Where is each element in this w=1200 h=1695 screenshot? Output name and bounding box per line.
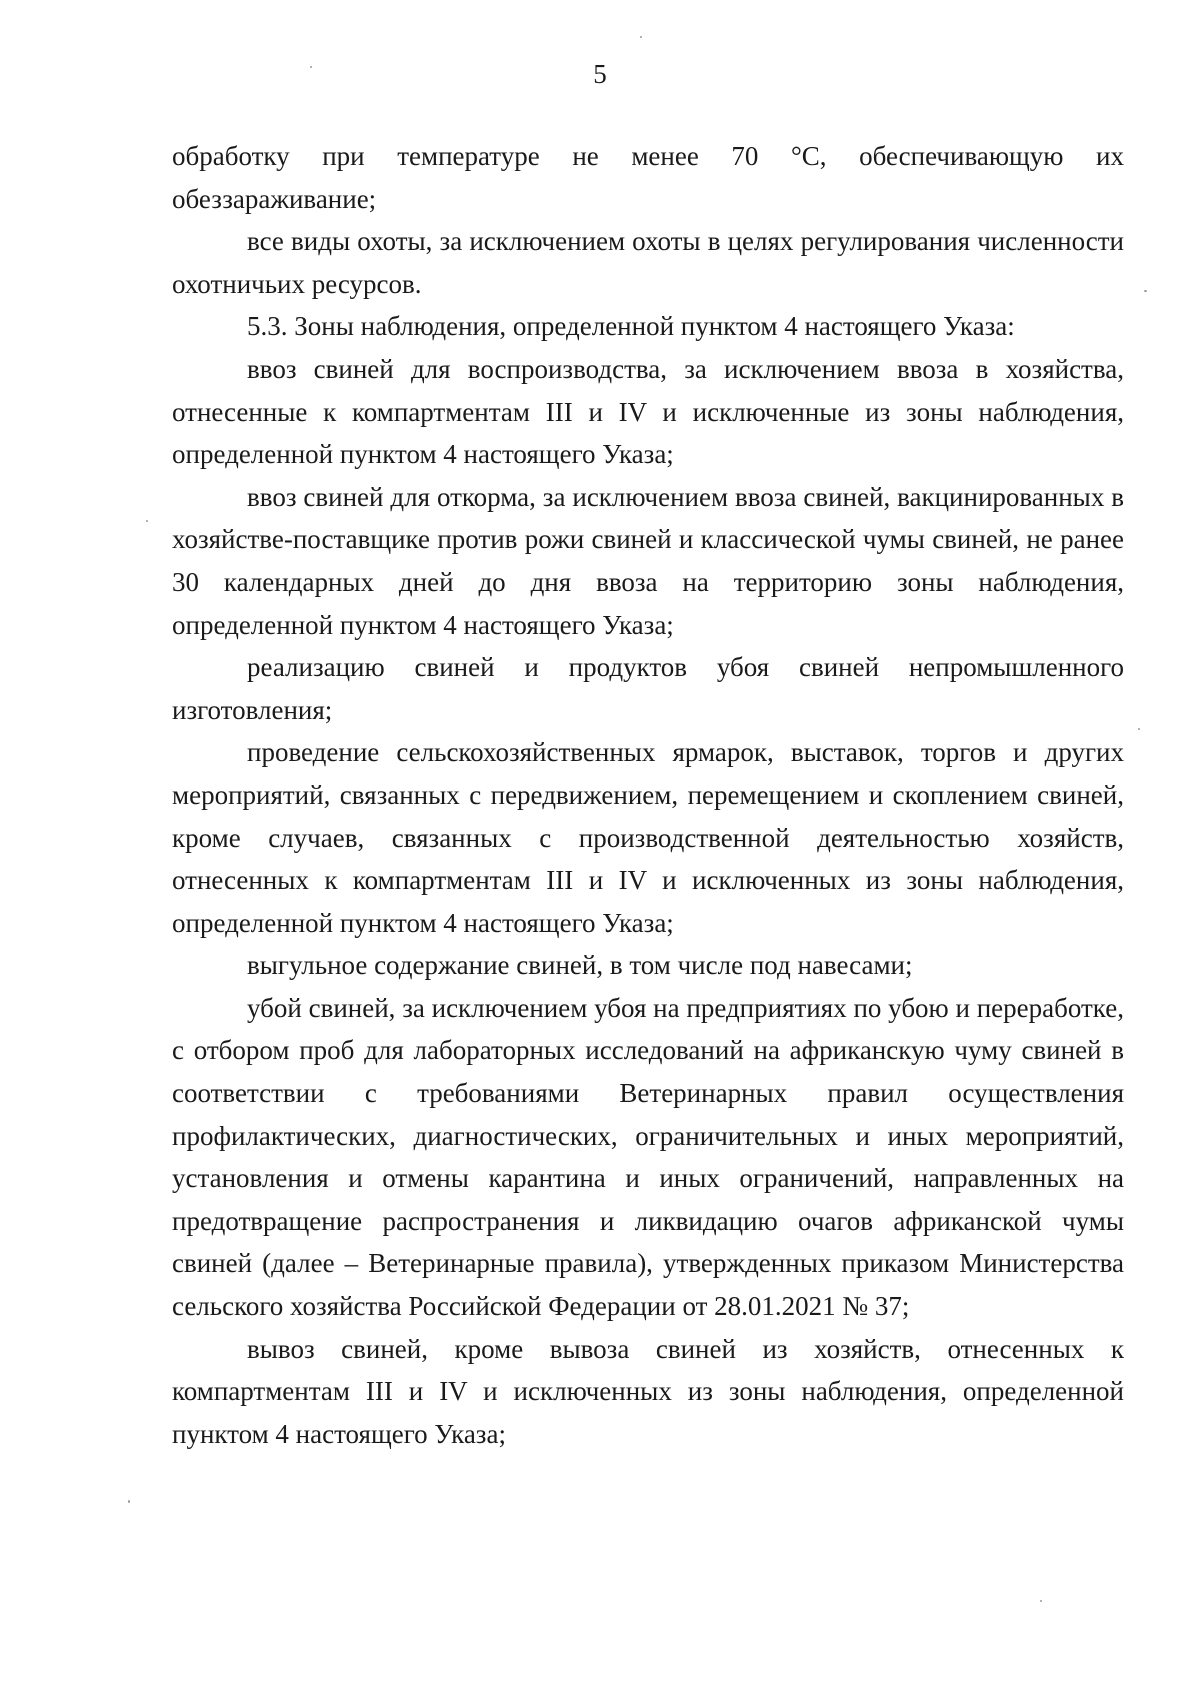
document-body	[172, 135, 1124, 1455]
paragraph: проведение сельскохозяйственных ярмарок, выставок, торгов и других мероприятий, связанных с передвижением, перемещением и скоплением свиней, кроме случаев, связанных с производственной деятельностью хозяйств, отнесенных к компартментам III и IV и исключенных из зоны наблюдения, определенной пунктом 4 настоящего Указа;	[172, 737, 1124, 938]
scan-speck	[640, 36, 642, 38]
paragraph: выгульное содержание свиней, в том числе под навесами;	[247, 950, 913, 981]
paragraph: реализацию свиней и продуктов убоя свиней непромышленного изготовления;	[172, 652, 1124, 725]
section-heading: 5.3. Зоны наблюдения, определенной пунктом 4 настоящего Указа:	[247, 311, 1015, 342]
scan-speck	[128, 1500, 130, 1503]
scan-speck	[310, 66, 312, 68]
paragraph: ввоз свиней для откорма, за исключением ввоза свиней, вакцинированных в хозяйстве-поставщике против рожи свиней и классической чумы свиней, не ранее 30 календарных дней до дня ввоза на территорию зоны наблюдения, определенной пунктом 4 настоящего Указа;	[172, 481, 1124, 640]
paragraph: ввоз свиней для воспроизводства, за исключением ввоза в хозяйства, отнесенные к компартментам III и IV и исключенные из зоны наблюдения, определенной пунктом 4 настоящего Указа;	[172, 353, 1124, 470]
scan-speck	[146, 520, 148, 522]
paragraph: вывоз свиней, кроме вывоза свиней из хозяйств, отнесенных к компартментам III и IV и исключенных из зоны наблюдения, определенной пунктом 4 настоящего Указа;	[172, 1333, 1124, 1449]
page-number: 5	[593, 59, 607, 89]
scan-speck	[1040, 1600, 1042, 1602]
scan-speck	[1138, 728, 1140, 730]
scan-speck	[1144, 290, 1147, 292]
paragraph: все виды охоты, за исключением охоты в целях регулирования численности охотничьих ресурсов.	[172, 226, 1124, 299]
paragraph: убой свиней, за исключением убоя на предприятиях по убою и переработке, с отбором проб для лабораторных исследований на африканскую чуму свиней в соответствии с требованиями Ветеринарных правил осуществления профилактических, диагностических, ограничительных и иных мероприятий, установления и отмены карантина и иных ограничений, направленных на предотвращение распространения и ликвидацию очагов африканской чумы свиней (далее – Ветеринарные правила), утвержденных приказом Министерства сельского хозяйства Российской Федерации от 28.01.2021 № 37;	[172, 992, 1124, 1322]
paragraph: обработку при температуре не менее 70 °С, обеспечивающую их обеззараживание;	[172, 141, 1124, 214]
